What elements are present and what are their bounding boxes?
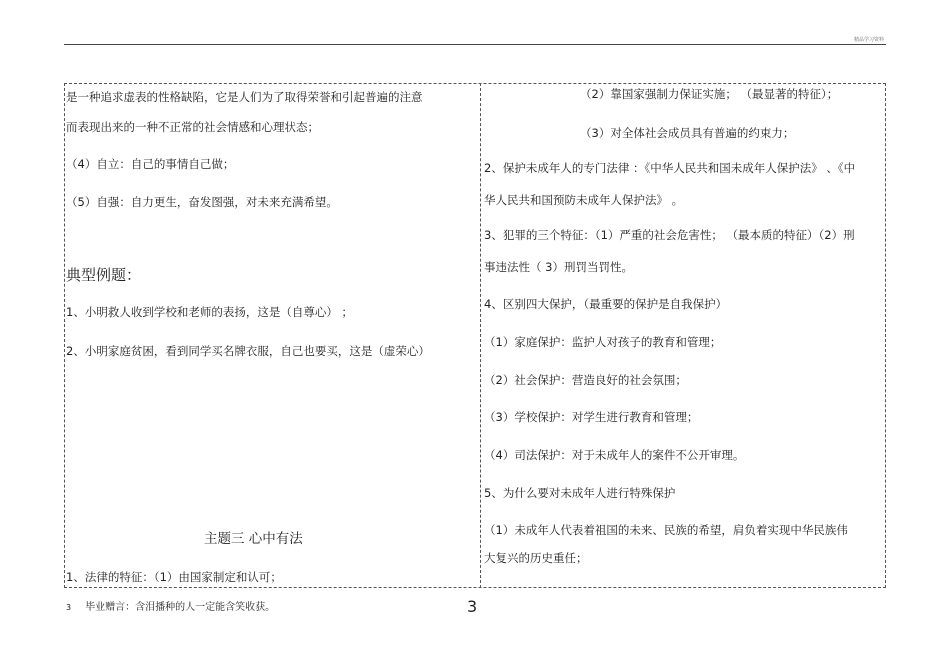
subject-title: 主题三 心中有法 [204, 531, 303, 547]
right-line-3: 2、保护未成年人的专门法律 ：《中华人民共和国未成年人保护法》 、《中 [484, 161, 856, 175]
right-line-2: （3）对全体社会成员具有普遍的约束力； [580, 126, 795, 140]
header-note: 精品学习资料 [853, 37, 884, 43]
right-line-6: 事违法性（ 3）刑罚当罚性。 [484, 260, 633, 274]
law-features-line: 1、法律的特征：（1）由国家制定和认可； [66, 570, 282, 584]
right-line-12: 5、为什么要对未成年人进行特殊保护 [484, 486, 676, 500]
right-line-4: 华人民共和国预防未成年人保护法》 。 [484, 193, 684, 207]
right-line-8: （1）家庭保护：监护人对孩子的教育和管理； [484, 335, 722, 349]
left-line-4: （5）自强：自力更生，奋发图强，对未来充满希望。 [66, 195, 338, 209]
left-line-3: （4）自立：自己的事情自己做； [66, 157, 235, 171]
right-line-9: （2）社会保护：营造良好的社会氛围； [484, 373, 687, 387]
right-line-11: （4）司法保护：对于未成年人的案件不公开审理。 [484, 448, 745, 462]
footer-text: 毕业赠言：含泪播种的人一定能含笑收获。 [85, 602, 276, 613]
right-line-5: 3、犯罪的三个特征：（1）严重的社会危害性； （最本质的特征）（2）刑 [484, 228, 855, 242]
page-number: 3 [467, 597, 478, 616]
right-line-10: （3）学校保护：对学生进行教育和管理； [484, 410, 699, 424]
example-question-2: 2、小明家庭贫困，看到同学买名牌衣服，自己也要买，这是（虚荣心） [66, 344, 430, 358]
example-heading: 典型例题： [66, 266, 142, 284]
right-line-1: （2）靠国家强制力保证实施； （最显著的特征）； [580, 87, 839, 101]
example-question-1: 1、小明救人收到学校和老师的表扬，这是（自尊心） ； [66, 305, 353, 319]
footer-number: 3 [66, 603, 72, 612]
right-line-14: 大复兴的历史重任； [484, 551, 588, 565]
left-line-1: 是一种追求虚表的性格缺陷，它是人们为了取得荣誉和引起普遍的注意 [66, 90, 423, 104]
header-rule [64, 44, 886, 45]
footer [66, 598, 275, 613]
right-line-13: （1）未成年人代表着祖国的未来、民族的希望，肩负着实现中华民族伟 [484, 523, 848, 537]
right-line-7: 4、区别四大保护，（最重要的保护是自我保护） [484, 297, 728, 311]
column-divider [480, 83, 481, 588]
left-line-2: 而表现出来的一种不正常的社会情感和心理状态； [66, 120, 319, 134]
